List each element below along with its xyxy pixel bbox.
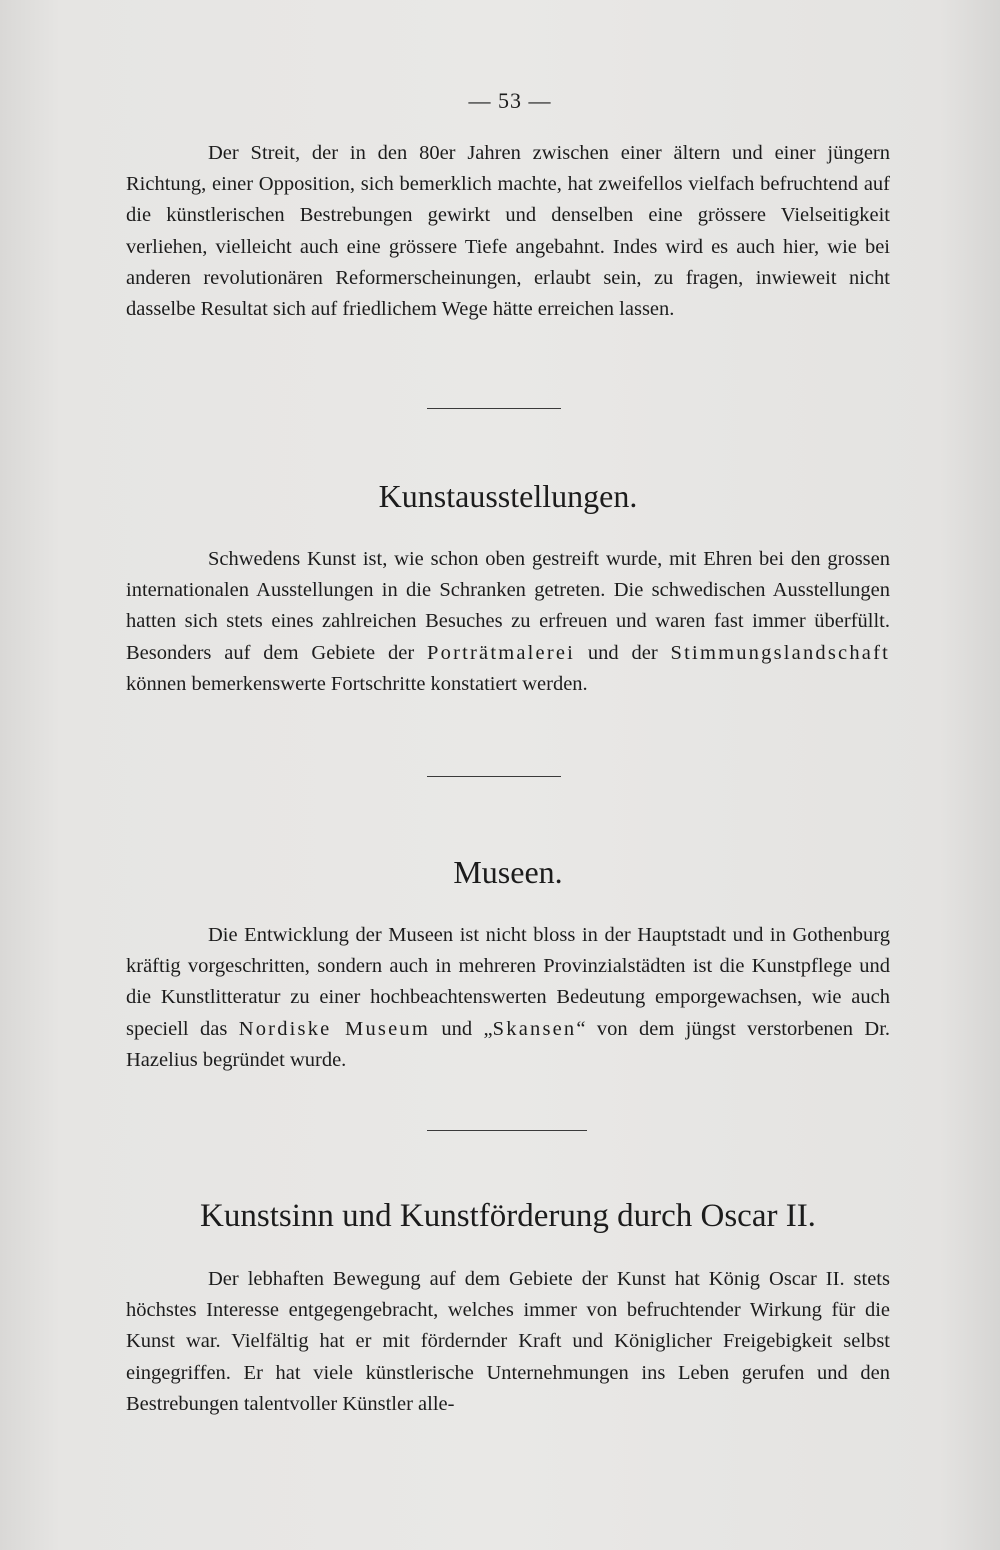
section-divider	[427, 408, 561, 409]
emphasis-nordiske-museum: Nordiske Museum	[238, 1017, 431, 1040]
paragraph-kunstausstellungen	[126, 544, 890, 700]
paragraph-text: “ von dem jüngst verstorbenen Dr. Hazelius begründet wurde.	[126, 1017, 891, 1071]
section-divider	[427, 1130, 587, 1131]
paragraph-text: und der	[587, 641, 658, 664]
page-number: — 53 —	[468, 88, 552, 113]
paragraph-oscar: Der lebhaften Bewegung auf dem Gebiete der Kunst hat König Oscar II. stets höchstes Interesse entgegengebracht, welches immer von befruchtender Wirkung für die Kunst war. Vielfältig hat er mit fördernder Kraft und Königlicher Freigebigkeit selbst eingegriffen. Er hat viele künstlerische Unternehmungen ins Leben gerufen und den Bestrebungen talentvoller Künstler alle-	[126, 1268, 890, 1415]
paragraph-streit: Der Streit, der in den 80er Jahren zwischen einer ältern und einer jüngern Richtung, einer Opposition, sich bemerklich machte, hat zweifellos vielfach befruchtend auf die künstlerischen Bestrebungen gewirkt und denselben eine grössere Vielseitigkeit verliehen, vielleicht auch eine grössere Tiefe angebahnt. Indes wird es auch hier, wie bei anderen revolutionären Reformerscheinungen, erlaubt sein, zu fragen, inwieweit nicht dasselbe Resultat sich auf friedlichem Wege hätte erreichen lassen.	[126, 142, 890, 321]
emphasis-stimmungslandschaft: Stimmungslandschaft	[670, 641, 891, 664]
section-divider	[427, 776, 561, 777]
heading-oscar: Kunstsinn und Kunstförderung durch Oscar II.	[200, 1198, 816, 1234]
paragraph-text: können bemerkenswerte Fortschritte konstatiert werden.	[126, 672, 588, 695]
paragraph-text: Die Entwicklung der Museen ist nicht bloss in der Hauptstadt und in Gothenburg kräftig vorgeschritten, sondern auch in mehreren Provinzialstädten ist die Kunstpflege und die Kunstlitteratur zu einer hochbeachtenswerten Bedeutung emporgewachsen, wie auch speciell das	[126, 924, 890, 1040]
emphasis-portraetmalerei: Porträtmalerei	[427, 641, 576, 664]
paragraph-text: Schwedens Kunst ist, wie schon oben gestreift wurde, mit Ehren bei den grossen internationalen Ausstellungen in die Schranken getreten. Die schwedischen Ausstellungen hatten sich stets eines zahlreichen Besuches zu erfreuen und waren fast immer überfüllt. Besonders auf dem Gebiete der	[126, 548, 890, 664]
heading-kunstausstellungen: Kunstausstellungen.	[378, 478, 638, 514]
paragraph-museen	[126, 920, 890, 1076]
heading-museen: Museen.	[453, 854, 563, 890]
paragraph-text: und „	[441, 1017, 493, 1040]
emphasis-skansen: Skansen	[492, 1017, 577, 1040]
